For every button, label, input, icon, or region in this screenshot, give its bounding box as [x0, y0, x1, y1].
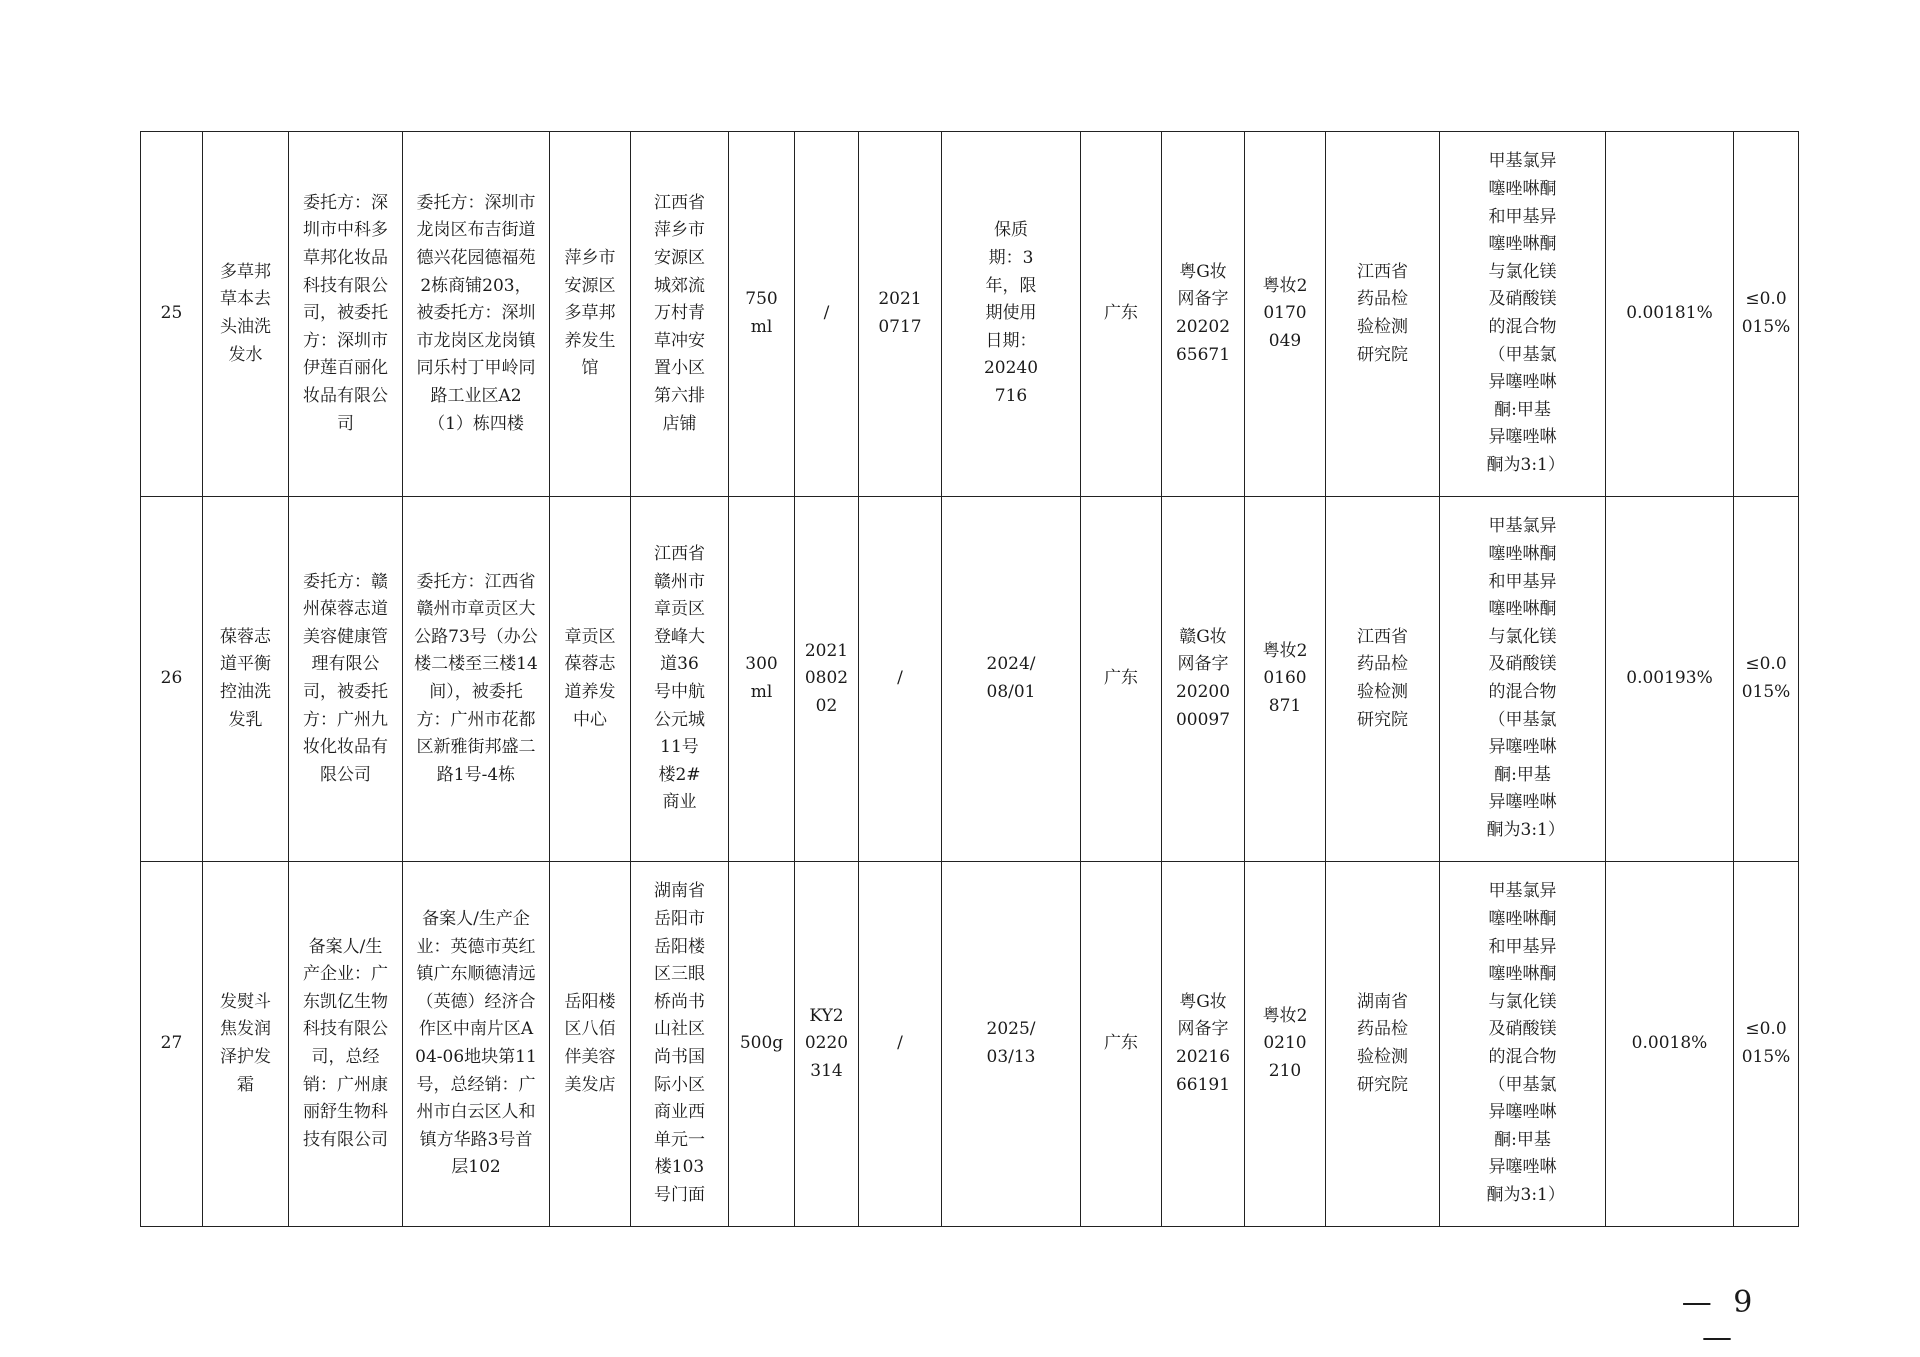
filing-number-text: 赣G妆网备字2020000097: [1175, 626, 1231, 730]
cell-shelf-life: [942, 497, 1081, 862]
cell-entrusting-party: [289, 132, 403, 497]
page-number: — 9 —: [1681, 1285, 1759, 1355]
license-text: 粤妆20210210: [1262, 1005, 1308, 1081]
sampled-unit-text: 萍乡市安源区多草邦养发生馆: [564, 248, 616, 379]
cell-address: [403, 497, 550, 862]
license-text: 粤妆20160871: [1262, 640, 1308, 716]
cell-production-date: /: [859, 497, 942, 862]
cell-filing-number: [1162, 132, 1245, 497]
cell-item: [1440, 132, 1606, 497]
cell-index: 25: [141, 132, 203, 497]
license-text: 粤妆20170049: [1262, 275, 1308, 351]
batch-text: KY20220314: [804, 1005, 849, 1081]
cell-sampled-address: [631, 497, 729, 862]
sampled-address-text: 湖南省岳阳市岳阳楼区三眼桥尚书山社区尚书国际小区商业西单元一楼103号门面: [654, 881, 705, 1205]
cell-sampled-address: [631, 862, 729, 1227]
cell-license: [1245, 497, 1326, 862]
product-name-text: 多草邦草本去头油洗发水: [220, 261, 271, 365]
inspection-agency-text: 江西省药品检验检测研究院: [1357, 261, 1408, 365]
cell-production-date: /: [859, 862, 942, 1227]
entrusting-party-text: 委托方：深圳市中科多草邦化妆品科技有限公司，被委托方：深圳市伊莲百丽化妆品有限公司: [303, 192, 388, 434]
cell-inspection-agency: [1326, 132, 1440, 497]
cell-result: 0.0018%: [1606, 862, 1734, 1227]
filing-number-text: 粤G妆网备字2020265671: [1175, 261, 1231, 365]
cell-sampled-unit: [550, 862, 631, 1227]
cell-sampled-unit: [550, 497, 631, 862]
address-text: 委托方：江西省赣州市章贡区大公路73号（办公楼二楼至三楼14间），被委托方：广州市花都区新雅街邦盛二路1号-4栋: [414, 571, 538, 785]
shelf-life-text: 2024/08/01: [986, 654, 1036, 702]
production-date-text: 20210717: [878, 289, 922, 337]
cell-standard: ≤0.0015%: [1734, 132, 1799, 497]
cell-entrusting-party: [289, 862, 403, 1227]
address-text: 备案人/生产企业：英德市英红镇广东顺德清远（英德）经济合作区中南片区A04-06地块第11号，总经销：广州市白云区人和镇方华路3号首层102: [415, 909, 537, 1178]
cell-province: 广东: [1081, 862, 1162, 1227]
sampled-address-text: 江西省赣州市章贡区登峰大道36号中航公元城11号楼2#商业: [654, 544, 705, 813]
inspection-results-table: [140, 131, 1799, 1227]
cell-address: [403, 132, 550, 497]
cell-production-date: [859, 132, 942, 497]
cell-standard: ≤0.0015%: [1734, 862, 1799, 1227]
cell-spec: [729, 132, 795, 497]
cell-spec: 500g: [729, 862, 795, 1227]
cell-sampled-unit: [550, 132, 631, 497]
table-row: [141, 132, 1799, 497]
cell-product-name: [203, 497, 289, 862]
cell-address: [403, 862, 550, 1227]
sampled-address-text: 江西省萍乡市安源区城郊流万村青草冲安置小区第六排店铺: [654, 192, 705, 434]
cell-sampled-address: [631, 132, 729, 497]
cell-filing-number: [1162, 862, 1245, 1227]
sampled-unit-text: 岳阳楼区八佰伴美容美发店: [564, 991, 616, 1095]
cell-index: 27: [141, 862, 203, 1227]
cell-item: [1440, 497, 1606, 862]
cell-license: [1245, 132, 1326, 497]
cell-product-name: [203, 132, 289, 497]
sampled-unit-text: 章贡区葆蓉志道养发中心: [564, 626, 616, 730]
table-row: [141, 862, 1799, 1227]
product-name-text: 发熨斗焦发润泽护发霜: [220, 991, 271, 1095]
spec-text: 300 ml: [745, 654, 778, 702]
cell-province: 广东: [1081, 497, 1162, 862]
cell-province: 广东: [1081, 132, 1162, 497]
inspection-agency-text: 湖南省药品检验检测研究院: [1357, 991, 1408, 1095]
cell-entrusting-party: [289, 497, 403, 862]
cell-filing-number: [1162, 497, 1245, 862]
batch-text: 20210802 02: [804, 640, 849, 716]
cell-batch: [795, 497, 859, 862]
inspection-agency-text: 江西省药品检验检测研究院: [1357, 626, 1408, 730]
cell-spec: [729, 497, 795, 862]
cell-license: [1245, 862, 1326, 1227]
entrusting-party-text: 委托方：赣州葆蓉志道美容健康管理有限公司，被委托方：广州九妆化妆品有限公司: [303, 571, 388, 785]
cell-result: 0.00193%: [1606, 497, 1734, 862]
cell-item: [1440, 862, 1606, 1227]
cell-shelf-life: [942, 132, 1081, 497]
entrusting-party-text: 备案人/生产企业：广东凯亿生物科技有限公司，总经销：广州康丽舒生物科技有限公司: [303, 936, 388, 1150]
table-body: [141, 132, 1799, 1227]
cell-standard: ≤0.0015%: [1734, 497, 1799, 862]
cell-shelf-life: [942, 862, 1081, 1227]
shelf-life-text: 保质期：3年，限期使用日期：20240716: [983, 220, 1039, 406]
cell-inspection-agency: [1326, 862, 1440, 1227]
cell-product-name: [203, 862, 289, 1227]
cell-result: 0.00181%: [1606, 132, 1734, 497]
cell-batch: [795, 862, 859, 1227]
cell-index: 26: [141, 497, 203, 862]
table-row: [141, 497, 1799, 862]
cell-batch: /: [795, 132, 859, 497]
filing-number-text: 粤G妆网备字2021666191: [1175, 991, 1231, 1095]
spec-text: 750 ml: [745, 289, 778, 337]
product-name-text: 葆蓉志道平衡控油洗发乳: [220, 626, 271, 730]
item-text: 甲基氯异噻唑啉酮和甲基异噻唑啉酮与氯化镁及硝酸镁的混合物（甲基氯异噻唑啉酮:甲基异噻唑啉酮为3:1）: [1486, 151, 1565, 475]
shelf-life-text: 2025/03/13: [986, 1019, 1036, 1067]
address-text: 委托方：深圳市龙岗区布吉街道德兴花园德福苑2栋商铺203，被委托方：深圳市龙岗区龙岗镇同乐村丁甲岭同路工业区A2（1）栋四楼: [416, 192, 536, 434]
item-text: 甲基氯异噻唑啉酮和甲基异噻唑啉酮与氯化镁及硝酸镁的混合物（甲基氯异噻唑啉酮:甲基异噻唑啉酮为3:1）: [1486, 881, 1565, 1205]
cell-inspection-agency: [1326, 497, 1440, 862]
item-text: 甲基氯异噻唑啉酮和甲基异噻唑啉酮与氯化镁及硝酸镁的混合物（甲基氯异噻唑啉酮:甲基异噻唑啉酮为3:1）: [1486, 516, 1565, 840]
